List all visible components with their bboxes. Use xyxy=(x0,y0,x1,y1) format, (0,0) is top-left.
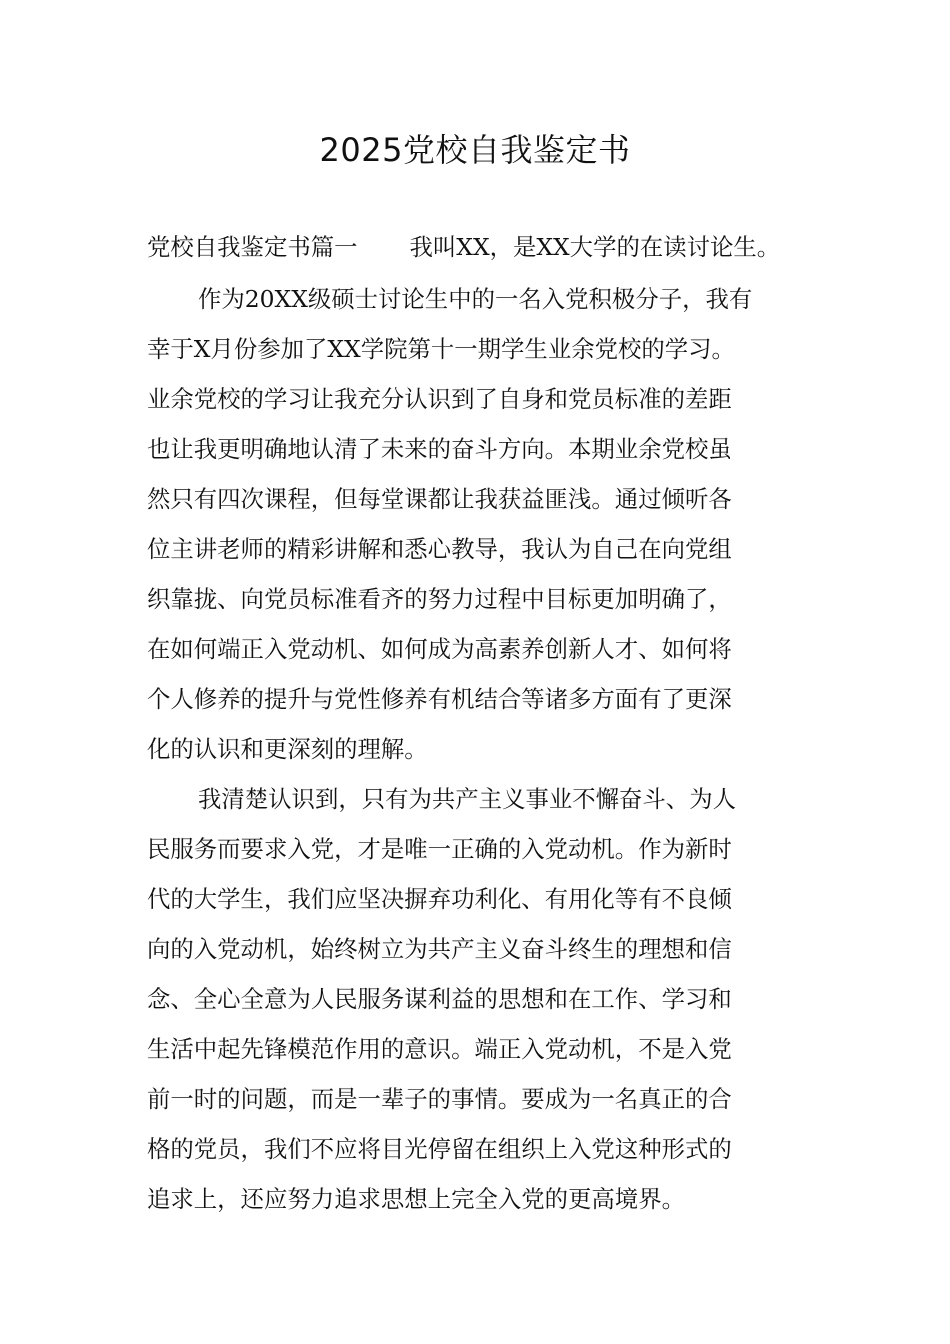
paragraph-line: 生活中起先锋模范作用的意识。端正入党动机，不是入党 xyxy=(147,1035,732,1063)
paragraph-line: 前一时的问题，而是一辈子的事情。要成为一名真正的合 xyxy=(147,1085,732,1113)
paragraph-text: 我叫XX，是XX大学的在读讨论生。 xyxy=(409,233,781,261)
paragraph-line: 织靠拢、向党员标准看齐的努力过程中目标更加明确了， xyxy=(147,585,732,613)
paragraph-line: 个人修养的提升与党性修养有机结合等诸多方面有了更深 xyxy=(147,685,732,713)
paragraph-line: 然只有四次课程，但每堂课都让我获益匪浅。通过倾听各 xyxy=(147,485,732,513)
paragraph-line: 业余党校的学习让我充分认识到了自身和党员标准的差距 xyxy=(147,385,732,413)
paragraph-line: 民服务而要求入党，才是唯一正确的入党动机。作为新时 xyxy=(147,835,732,863)
paragraph-line: 追求上，还应努力追求思想上完全入党的更高境界。 xyxy=(147,1185,685,1213)
paragraph-line: 化的认识和更深刻的理解。 xyxy=(147,735,428,763)
paragraph-line: 幸于X月份参加了XX学院第十一期学生业余党校的学习。 xyxy=(147,335,735,363)
paragraph-line: 格的党员，我们不应将目光停留在组织上入党这种形式的 xyxy=(147,1135,732,1163)
paragraph-line: 代的大学生，我们应坚决摒弃功利化、有用化等有不良倾 xyxy=(147,885,732,913)
paragraph-line: 我清楚认识到，只有为共产主义事业不懈奋斗、为人 xyxy=(198,785,736,813)
document-title: 2025党校自我鉴定书 xyxy=(319,131,631,169)
paragraph-line: 位主讲老师的精彩讲解和悉心教导，我认为自己在向党组 xyxy=(147,535,732,563)
paragraph-line: 念、全心全意为人民服务谋利益的思想和在工作、学习和 xyxy=(147,985,732,1013)
paragraph-line: 作为20XX级硕士讨论生中的一名入党积极分子，我有 xyxy=(198,285,753,313)
paragraph-line: 在如何端正入党动机、如何成为高素养创新人才、如何将 xyxy=(147,635,732,663)
paragraph-line: 向的入党动机，始终树立为共产主义奋斗终生的理想和信 xyxy=(147,935,732,963)
paragraph-line: 也让我更明确地认清了未来的奋斗方向。本期业余党校虽 xyxy=(147,435,732,463)
paragraph-line xyxy=(147,222,827,272)
section-heading: 党校自我鉴定书篇一 xyxy=(147,233,358,261)
